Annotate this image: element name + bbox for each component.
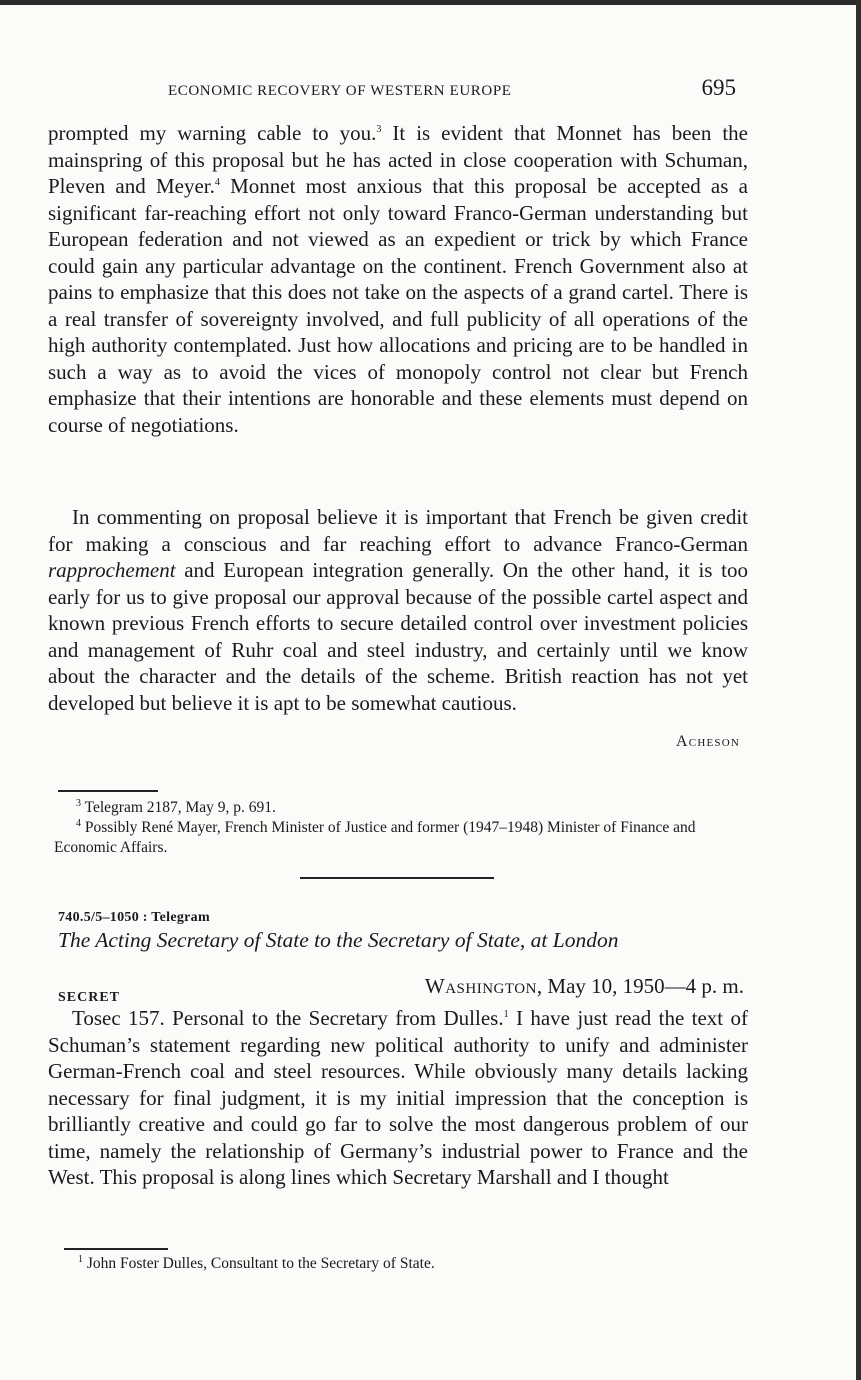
footnote-marker: 3 xyxy=(76,797,81,809)
paragraph-text: I have just read the text of Schuman’s statement regarding new political authority to unify and administer German-French coal and steel resources. While obviously many details lacking necessary for final judgment, it is my initial impression that the conception is brilliantly creative and could go far to solve the most dangerous problem of our time, namely the relationship of Germany’s industrial power to France and the West. This proposal is along lines which Secretary Marshall and I thought xyxy=(48,1006,749,1189)
page-top-edge xyxy=(0,0,861,5)
footnote-divider xyxy=(58,790,158,792)
footnotes xyxy=(54,798,748,858)
footnote xyxy=(78,1254,748,1274)
document-separator xyxy=(300,877,494,879)
page-right-edge xyxy=(856,0,861,1380)
paragraph-text: prompted my warning cable to you. xyxy=(48,121,377,145)
paragraph-text: It is evident that Monnet has been the mainspring of this proposal but he has acted in close cooperation with Schuman, Pleven and Meyer. xyxy=(48,121,748,198)
paragraph-text: Monnet most anxious that this proposal be accepted as a significant far-reaching effort not only toward Franco-German understanding but European federation and not viewed as an expedient or trick by which France could gain any particular advantage on the continent. French Government also at pains to emphasize that this does not take on the aspects of a grand cartel. There is a real transfer of sovereignty involved, and full publicity of all operations of the high authority contemplated. Just how allocations and pricing are to be handled in such a way as to avoid the vices of monopoly control not clear but French emphasize that their intentions are honorable and these elements must depend on course of negotiations. xyxy=(48,174,748,437)
file-reference: 740.5/5–1050 : Telegram xyxy=(58,910,210,925)
footnote-divider xyxy=(64,1248,168,1250)
page-number: 695 xyxy=(701,75,736,100)
footnote-marker: 1 xyxy=(503,1009,509,1020)
running-header xyxy=(48,75,748,115)
footnote-marker: 1 xyxy=(78,1253,83,1265)
paragraph-text: Tosec 157. Personal to the Secretary from Dulles. xyxy=(72,1006,504,1030)
dateline-place: Washington xyxy=(424,974,537,998)
footnote-marker: 4 xyxy=(214,177,220,188)
footnote xyxy=(54,798,748,818)
footnote-marker: 4 xyxy=(76,817,81,829)
dateline-date: , May 10, 1950—4 p. m. xyxy=(536,974,744,998)
footnote-marker: 3 xyxy=(376,124,382,135)
dateline xyxy=(425,974,744,999)
footnote-text: Telegram 2187, May 9, p. 691. xyxy=(81,799,276,816)
body-paragraph xyxy=(48,504,748,716)
footnotes xyxy=(78,1254,748,1274)
footnote-text: John Foster Dulles, Consultant to the Secretary of State. xyxy=(83,1255,435,1272)
classification-label: SECRET xyxy=(58,990,121,1005)
body-paragraph xyxy=(48,1005,748,1191)
signature: Acheson xyxy=(676,733,740,750)
running-title: ECONOMIC RECOVERY OF WESTERN EUROPE xyxy=(168,83,512,99)
italic-term: rapprochement xyxy=(48,558,176,582)
document-title: The Acting Secretary of State to the Secretary of State, at London xyxy=(58,928,619,952)
footnote xyxy=(54,818,748,858)
paragraph-text: and European integration generally. On the other hand, it is too early for us to give proposal our approval because of the possible cartel aspect and known previous French efforts to secure detailed control over investment policies and management of Ruhr coal and steel industry, and certainly until we know about the character and the details of the scheme. British reaction has not yet developed but believe it is apt to be somewhat cautious. xyxy=(48,558,748,715)
body-paragraph-continued xyxy=(48,120,748,438)
paragraph-text: In commenting on proposal believe it is important that French be given credit for making a conscious and far reaching effort to advance Franco-German xyxy=(48,505,748,556)
footnote-text: Possibly René Mayer, French Minister of Justice and former (1947–1948) Minister of Finance and Economic Affairs. xyxy=(54,819,696,856)
